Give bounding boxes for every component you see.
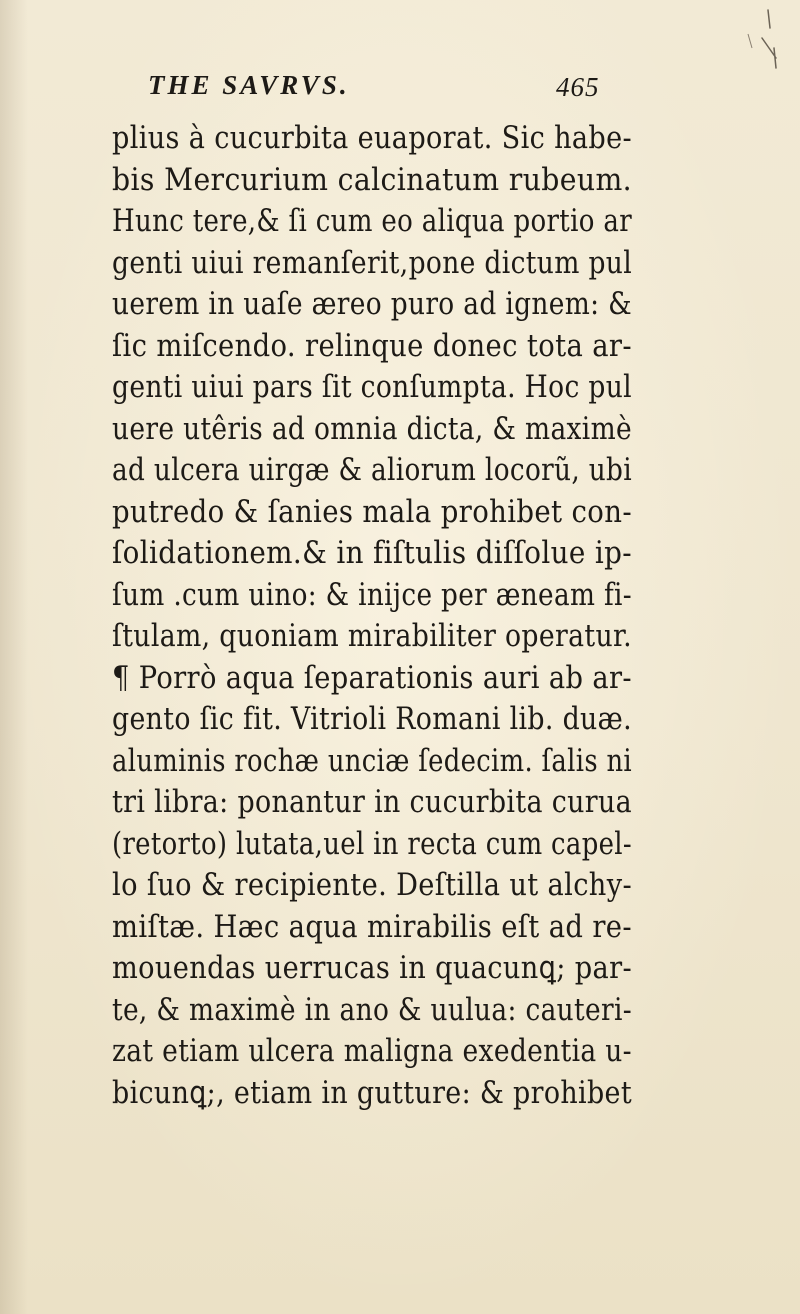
text-line: Hunc tere,& ſi cum eo aliqua portio ar	[112, 203, 632, 239]
text-line: ¶ Porrò aqua ſeparationis auri ab ar-	[112, 659, 632, 696]
page-gutter-shadow	[0, 0, 28, 1314]
text-line: ſum .cum uino: & inijce per æneam fi-	[112, 576, 632, 613]
text-line: bis Mercurium calcinatum rubeum.	[112, 161, 632, 198]
text-line: genti uiui remanſerit,pone dictum pul	[112, 244, 633, 281]
text-line: plius à cucurbita euaporat. Sic habe-	[112, 120, 632, 156]
text-line: ad ulcera uirgæ & aliorum locorũ, ubi	[112, 452, 632, 488]
text-line: genti uiui pars ſit conſumpta. Hoc pul	[112, 369, 633, 405]
text-line: te, & maximè in ano & uulua: cauteri-	[112, 991, 633, 1028]
pencil-mark	[718, 8, 778, 72]
text-line: putredo & ſanies mala prohibet con-	[112, 493, 632, 530]
text-line: uerem in uaſe æreo puro ad ignem: &	[112, 286, 632, 322]
text-line: uere utêris ad omnia dicta, & maximè	[112, 410, 633, 447]
running-title: THE SAVRVS.	[148, 70, 350, 100]
running-head	[0, 70, 800, 110]
text-line: ſtulam, quoniam mirabiliter operatur.	[112, 618, 633, 654]
text-line: ſic miſcendo. relinque donec tota ar-	[112, 327, 632, 364]
page-number: 465	[556, 72, 600, 102]
text-line: zat etiam ulcera maligna exedentia u-	[112, 1033, 632, 1069]
text-line: miſtæ. Hæc aqua mirabilis eſt ad re-	[112, 908, 632, 945]
text-line: lo ſuo & recipiente. Deſtilla ut alchy-	[112, 867, 633, 903]
text-line: (retorto) lutata,uel in recta cum capel-	[112, 825, 633, 862]
text-line: gento ſic fit. Vitrioli Romani lib. duæ.	[112, 701, 632, 737]
text-line: tri libra: ponantur in cucurbita curua	[112, 784, 632, 820]
text-line: mouendas uerrucas in quacunꝗ; par-	[112, 950, 633, 986]
text-line: aluminis rochæ unciæ ſedecim. ſalis ni	[112, 742, 633, 779]
body-text	[112, 118, 632, 1114]
text-line: ſolidationem.& in fiſtulis diſſolue ip-	[112, 535, 633, 571]
text-line: bicunꝗ;, etiam in gutture: & prohibet	[112, 1074, 632, 1111]
